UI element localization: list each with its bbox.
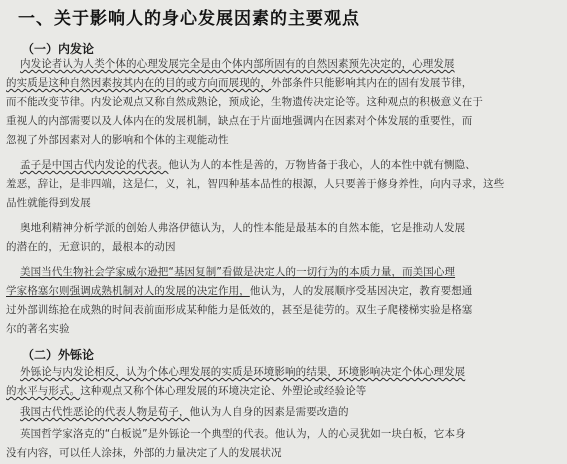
text-line: 没有内容，可以任人涂抹，外部的力量决定了人的发展状况: [6, 447, 282, 459]
text-line: 学家格塞尔则强调成熟机制对人的发展的决定作用，他认为，人的发展顺序受基因决定，教育要想通: [6, 285, 473, 297]
text-line: 过外部训练抢在成熟的时间表前面形成某种能力是低效的，甚至是徒劳的。双生子爬楼梯实验是格塞: [6, 304, 473, 316]
text-line: 的水平与形式。这种观点又称个体心理发展的环境决定论、外塑论或经验论等: [6, 385, 367, 397]
text-line: 美国当代生物社会学家威尔逊把“基因复制”看做是决定人的一切行为的本质力量，而美国心理: [20, 266, 456, 278]
page-title: 一、关于影响人的身心发展因素的主要观点: [18, 9, 360, 29]
text-line: 我国古代性恶论的代表人物是荀子，他认为人自身的因素是需要改造的: [20, 406, 349, 418]
text-line: 内发论者认为人类个体的心理发展完全是由个体内部所固有的自然因素预先决定的，心理发展: [20, 58, 455, 70]
text-line: 尔的著名实验: [6, 323, 70, 335]
text-line: 英国哲学家洛克的“白板说”是外铄论一个典型的代表。他认为，人的心灵犹如一块白板，它本身: [20, 428, 466, 440]
text-line: 的实质是这种自然因素按其内在的目的或方向而展现的，外部条件只能影响其内在的固有发展节律，: [6, 77, 473, 89]
text-line: 羞恶，辞让，是非四端，这是仁，义，礼，智四种基本品性的根源，人只要善于修身养性，向内寻求，这些: [6, 178, 505, 190]
text-line: 品性就能得到发展: [6, 197, 91, 209]
text-line: 外铄论与内发论相反，认为个体心理发展的实质是环境影响的结果，环境影响决定个体心理发展: [20, 366, 466, 378]
text-line: 孟子是中国古代内发论的代表。他认为人的本性是善的，万物皆备于我心，人的本性中就有恻隐、: [20, 159, 476, 171]
section-heading-external: （二）外铄论: [22, 348, 95, 362]
text-line: 的潜在的，无意识的，最根本的动因: [6, 241, 176, 253]
text-line: 奥地利精神分析学派的创始人弗洛伊德认为，人的性本能是最基本的自然本能，它是推动人发展: [20, 222, 466, 234]
section-heading-internal: （一）内发论: [22, 42, 95, 56]
text-line: 重视人的内部需要以及人体内在的发展机制，缺点在于片面地强调内在因素对个体发展的重要性，而: [6, 115, 473, 127]
text-line: 忽视了外部因素对人的影响和个体的主观能动性: [6, 134, 229, 146]
text-line: 而不能改变节律。内发论观点又称自然成熟论，预成论，生物遗传决定论等。这种观点的积极意义在于: [6, 96, 483, 108]
